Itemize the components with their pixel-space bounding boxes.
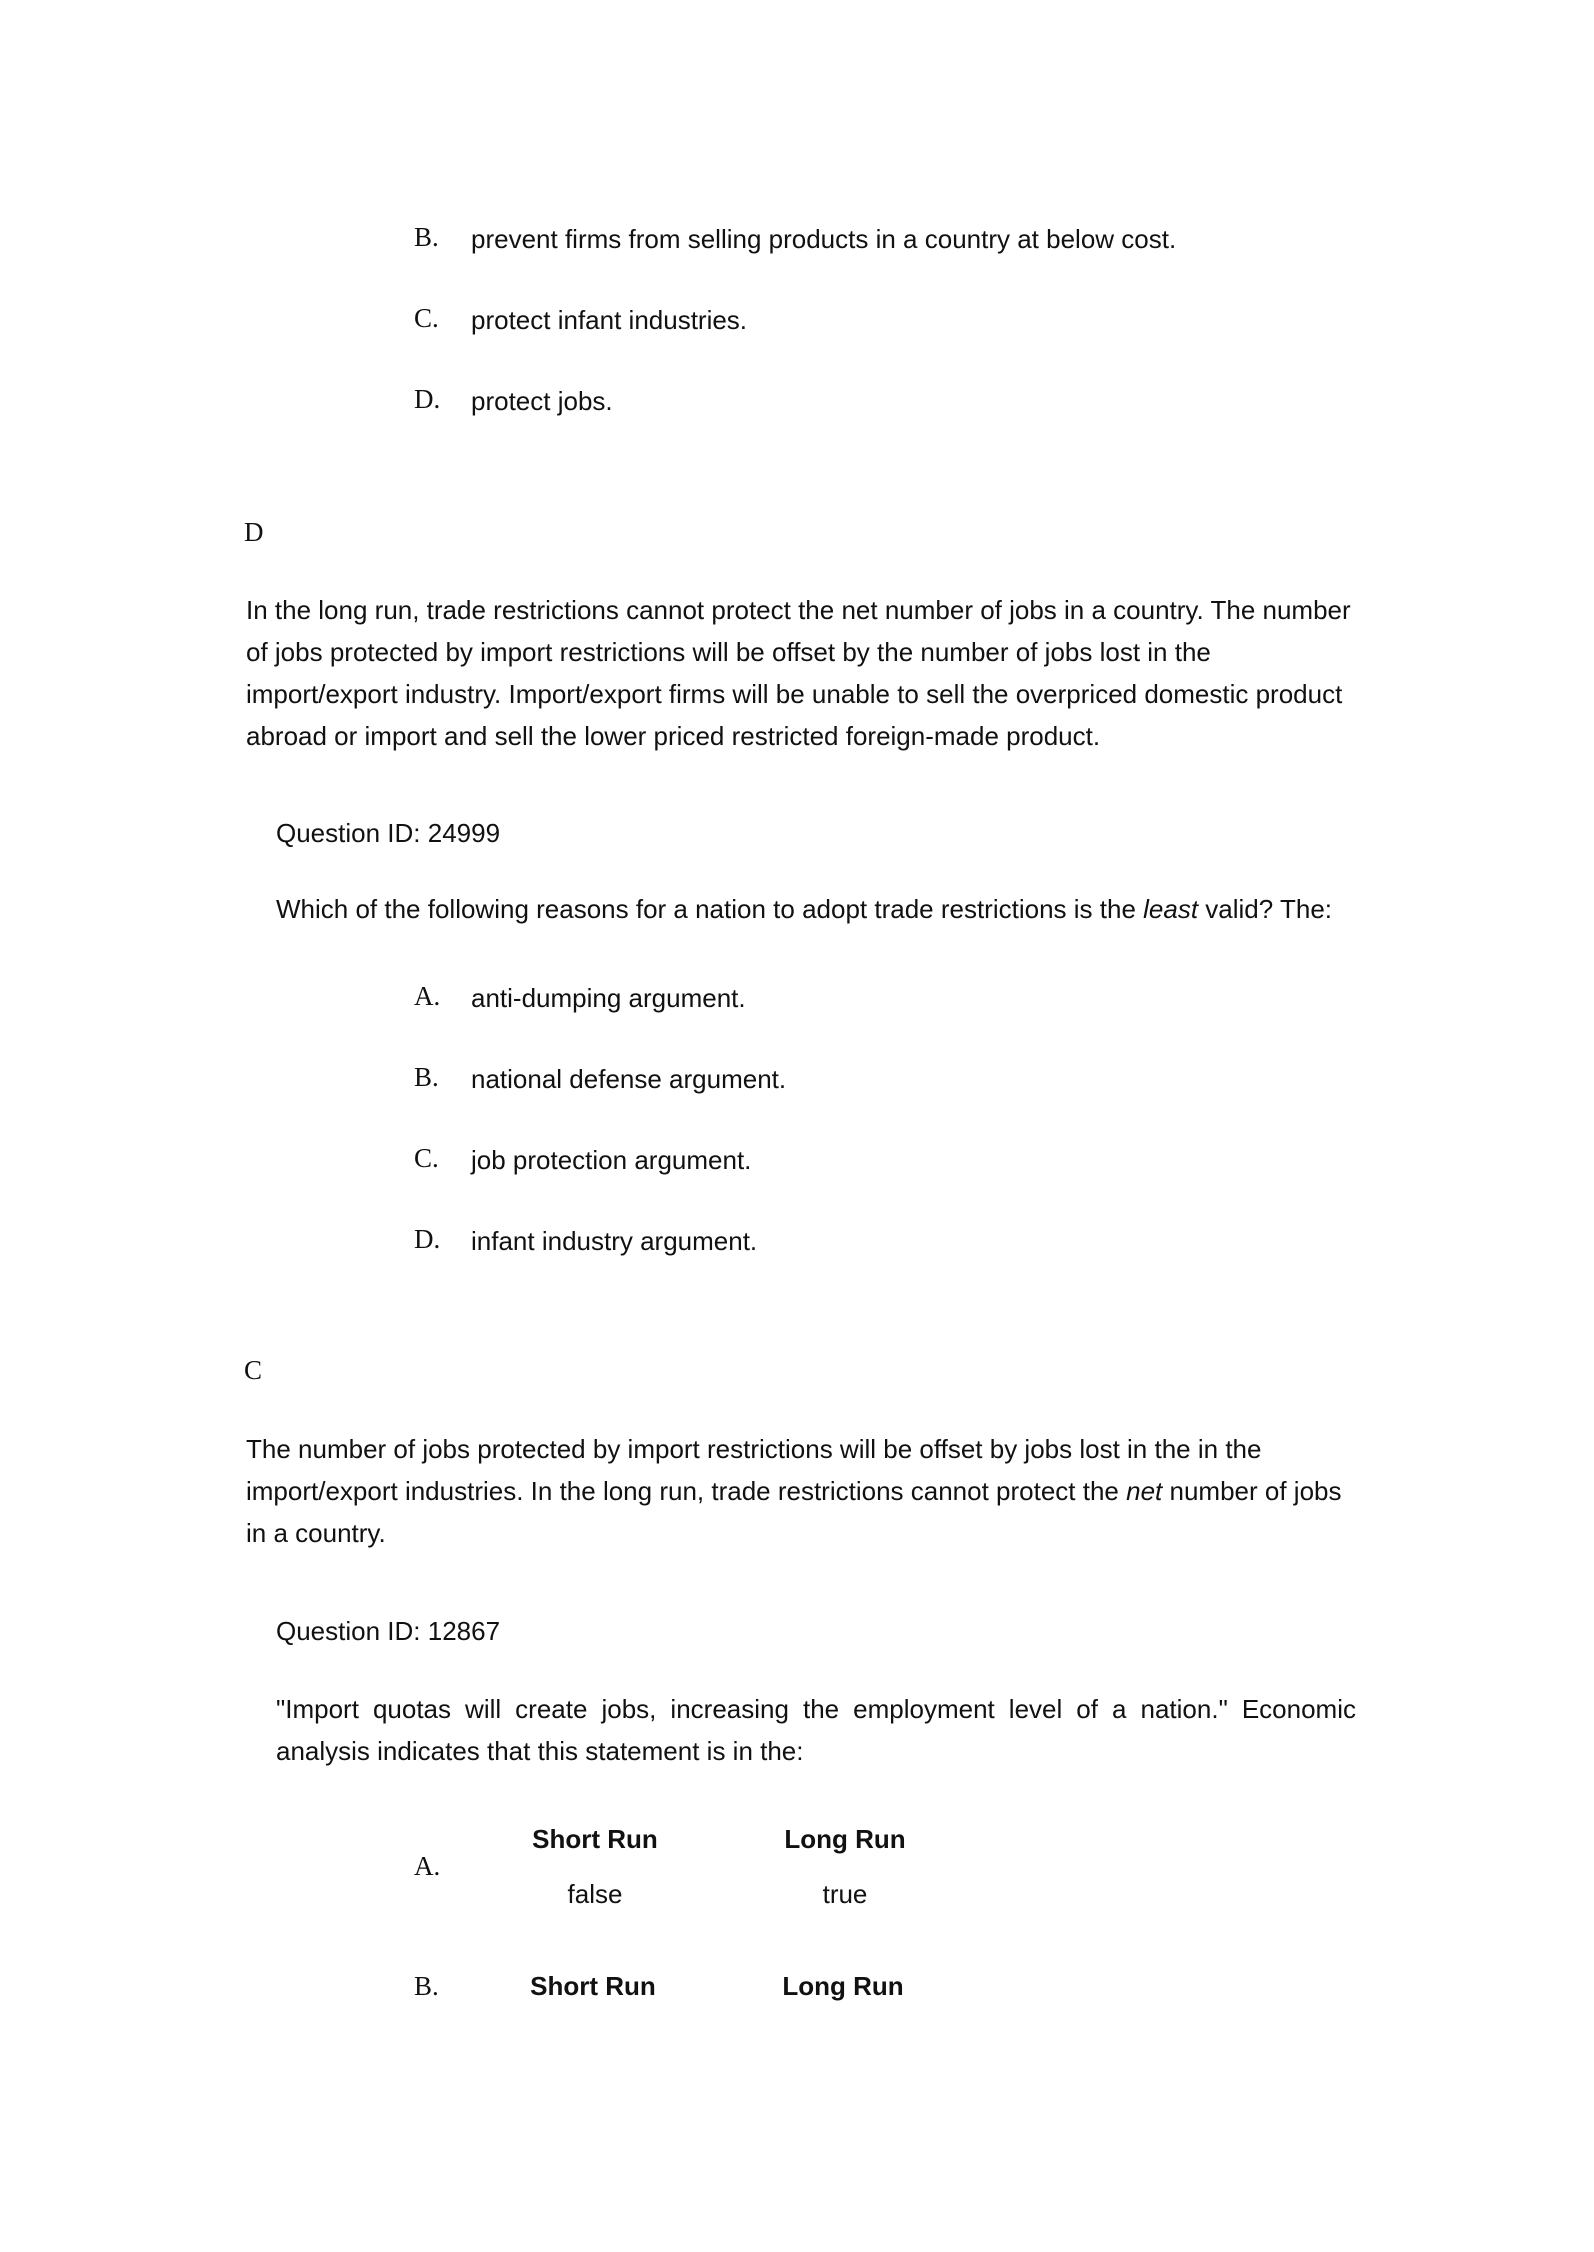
long-run-value: true xyxy=(822,1879,868,1909)
stem-text: Which of the following reasons for a nation to adopt trade restrictions is the xyxy=(276,894,1144,924)
option-letter: C. xyxy=(414,1143,439,1173)
option-letter: B. xyxy=(414,1971,439,2001)
answer-letter: C xyxy=(244,1355,263,1385)
column-header-short-run: Short Run xyxy=(532,1824,658,1854)
option-letter: A. xyxy=(414,981,441,1011)
stem-text: valid? The: xyxy=(1198,894,1332,924)
option-text: anti-dumping argument. xyxy=(471,983,746,1013)
option-letter: A. xyxy=(414,1851,441,1881)
option-letter: B. xyxy=(414,1062,439,1092)
option-text: prevent firms from selling products in a country at below cost. xyxy=(471,224,1177,254)
answer-letter: D xyxy=(244,517,264,547)
option-text: national defense argument. xyxy=(471,1064,787,1094)
option-letter: D. xyxy=(414,384,441,414)
option-text: job protection argument. xyxy=(471,1145,752,1175)
explanation-text: number of jobs in a country. xyxy=(246,1476,1342,1548)
answer-explanation xyxy=(246,1428,1366,1554)
question-stem xyxy=(276,888,1356,930)
explanation-text: The number of jobs protected by import restrictions will be offset by jobs lost in the in the import/export industries. In the long run, trade restrictions cannot protect the xyxy=(246,1434,1262,1506)
option-text: protect infant industries. xyxy=(471,305,748,335)
column-header-long-run: Long Run xyxy=(784,1824,906,1854)
stem-emphasis: least xyxy=(1143,894,1199,924)
question-stem: "Import quotas will create jobs, increasing the employment level of a nation." Economic analysis indicates that this statement is in the: xyxy=(276,1694,1356,1766)
question-id: Question ID: 24999 xyxy=(276,818,501,848)
option-text: protect jobs. xyxy=(471,386,613,416)
option-letter: D. xyxy=(414,1224,441,1254)
option-letter: C. xyxy=(414,303,439,333)
option-letter: B. xyxy=(414,222,439,252)
column-header-long-run: Long Run xyxy=(782,1971,904,2001)
question-id: Question ID: 12867 xyxy=(276,1616,501,1646)
column-header-short-run: Short Run xyxy=(530,1971,656,2001)
short-run-value: false xyxy=(567,1879,623,1909)
explanation-emphasis: net xyxy=(1126,1476,1163,1506)
option-text: infant industry argument. xyxy=(471,1226,758,1256)
answer-explanation: In the long run, trade restrictions cannot protect the net number of jobs in a country. The number of jobs protected by import restrictions will be offset by the number of jobs lost in the import/export industry. Import/export firms will be unable to sell the overpriced domestic product abroad or import and sell the lower priced restricted foreign-made product. xyxy=(246,595,1351,751)
